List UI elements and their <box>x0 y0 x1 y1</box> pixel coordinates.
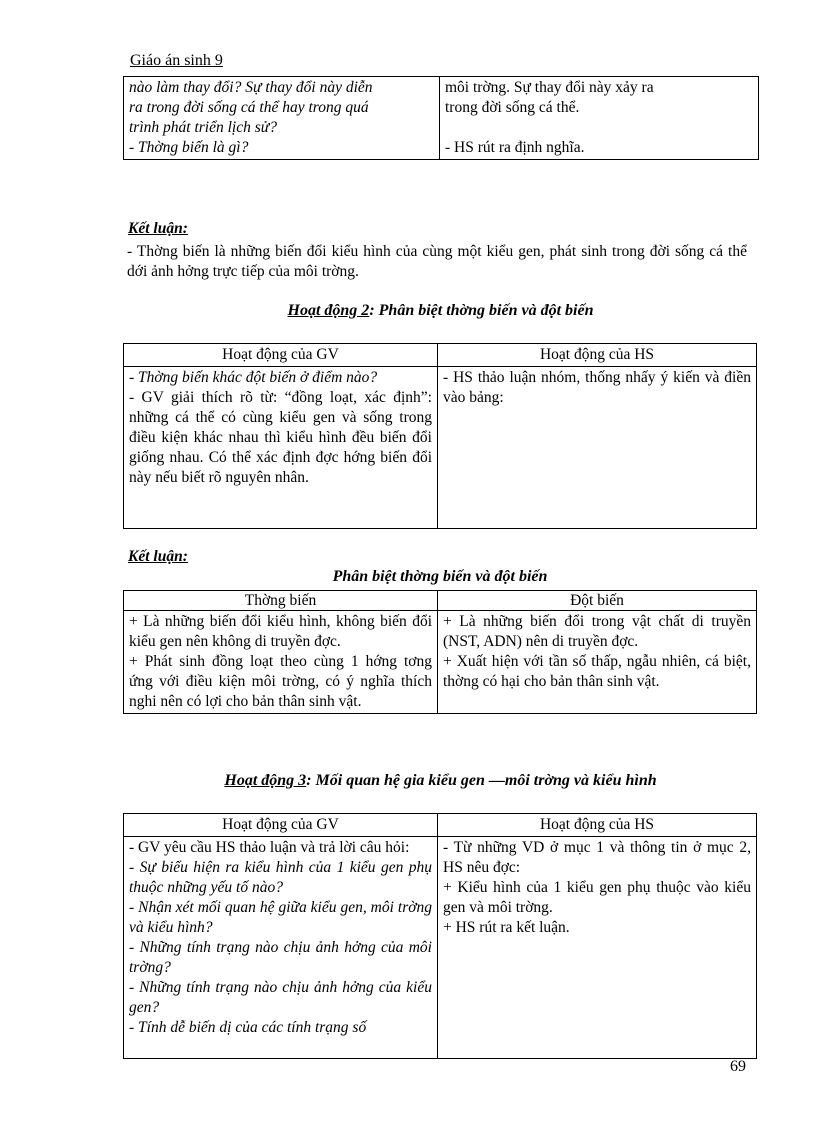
activity-3-table <box>123 813 757 1059</box>
list-item: + Xuất hiện với tần số thấp, ngẫu nhiên, cá biệt, thờng có hại cho bản thân sinh vật. <box>443 653 751 690</box>
table-header-row <box>124 814 757 837</box>
gv-question: - Những tính trạng nào chịu ảnh hởng của kiểu gen? <box>129 979 432 1016</box>
table-row <box>124 611 757 714</box>
gv-question: - Nhận xét mối quan hệ giữa kiểu gen, môi trờng và kiểu hình? <box>129 899 432 936</box>
gv-question: - Những tính trạng nào chịu ảnh hởng của môi trờng? <box>129 939 432 976</box>
gv-cell <box>124 837 438 1059</box>
comparison-table <box>123 590 757 714</box>
table-header-row <box>124 344 757 367</box>
activity-2-table <box>123 343 757 529</box>
hs-response: - HS thảo luận nhóm, thống nhấy ý kiến và điền vào bảng: <box>443 369 751 406</box>
column-header: Đột biến <box>438 591 757 611</box>
text-line: - HS rút ra định nghĩa. <box>445 139 585 156</box>
text-line: trong đời sống cá thể. <box>445 99 580 116</box>
document-header: Giáo án sinh 9 <box>130 52 223 69</box>
hs-cell <box>438 367 757 529</box>
activity-title: : Phân biệt thờng biến và đột biến <box>369 302 594 319</box>
column-header: Hoạt động của GV <box>124 814 438 837</box>
thuong-bien-cell <box>124 611 438 714</box>
table-header-row <box>124 591 757 611</box>
comparison-title: Phân biệt thờng biến và đột biến <box>332 568 548 585</box>
activity-label: Hoạt động 3 <box>224 772 307 789</box>
conclusion-label: Kết luận: <box>128 220 188 237</box>
table-row <box>124 367 757 529</box>
column-header: Hoạt động của HS <box>438 344 757 367</box>
hs-cell <box>438 837 757 1059</box>
continuation-table <box>123 76 759 160</box>
text-line: nào làm thay đổi? Sự thay đổi này diễn <box>129 79 373 96</box>
gv-question: - Sự biểu hiện ra kiểu hình của 1 kiểu gen phụ thuộc những yếu tố nào? <box>129 859 432 896</box>
activity-title: : Mối quan hệ gia kiểu gen —môi trờng và kiểu hình <box>306 772 657 789</box>
table-row <box>124 837 757 1059</box>
hs-response: + Kiểu hình của 1 kiểu gen phụ thuộc vào kiểu gen và môi trờng. <box>443 879 751 916</box>
hs-response: + HS rút ra kết luận. <box>443 919 570 936</box>
text-line <box>445 118 753 138</box>
table-row <box>124 77 759 160</box>
list-item: + Là những biến đổi kiểu hình, không biến đổi kiểu gen nên không di truyền đợc. <box>129 613 432 650</box>
text-line: trình phát triển lịch sử? <box>129 119 277 136</box>
gv-instruction: - GV yêu cầu HS thảo luận và trả lời câu hỏi: <box>129 839 410 856</box>
column-header: Thờng biến <box>124 591 438 611</box>
column-header: Hoạt động của HS <box>438 814 757 837</box>
text-line: - Thờng biến là gì? <box>129 139 249 156</box>
page-number: 69 <box>730 1058 746 1075</box>
hs-response: - Từ những VD ở mục 1 và thông tin ở mục 2, HS nêu đợc: <box>443 839 751 876</box>
gv-cell <box>124 77 440 160</box>
gv-explanation: - GV giải thích rõ từ: “đồng loạt, xác định”: những cá thể có cùng kiểu gen và sống trong điều kiện khác nhau thì kiểu hình đều biến đổi giống nhau. Có thể xác định đợc hớng biến đổi này nếu biết rõ nguyên nhân. <box>129 389 432 486</box>
conclusion-text: - Thờng biến là những biến đổi kiểu hình của cùng một kiểu gen, phát sinh trong đời sống cá thể dới ảnh hởng trực tiếp của môi trờng. <box>127 243 747 280</box>
list-item: + Phát sinh đồng loạt theo cùng 1 hớng tơng ứng với điều kiện môi trờng, có ý nghĩa thích nghi nên có lợi cho bản thân sinh vật. <box>129 653 432 710</box>
activity-3-heading <box>123 772 758 790</box>
text-line: môi trờng. Sự thay đổi này xảy ra <box>445 79 654 96</box>
text-line: ra trong đời sống cá thể hay trong quá <box>129 99 369 116</box>
column-header: Hoạt động của GV <box>124 344 438 367</box>
gv-question: - Thờng biến khác đột biến ở điểm nào? <box>129 369 378 386</box>
dot-bien-cell <box>438 611 757 714</box>
conclusion-label: Kết luận: <box>128 548 188 565</box>
activity-2-heading <box>123 302 758 320</box>
gv-cell <box>124 367 438 529</box>
hs-cell <box>440 77 759 160</box>
activity-label: Hoạt động 2 <box>287 302 370 319</box>
gv-question: - Tính dễ biến dị của các tính trạng số <box>129 1019 367 1036</box>
list-item: + Là những biến đổi trong vật chất di truyền (NST, ADN) nên di truyền đợc. <box>443 613 751 650</box>
